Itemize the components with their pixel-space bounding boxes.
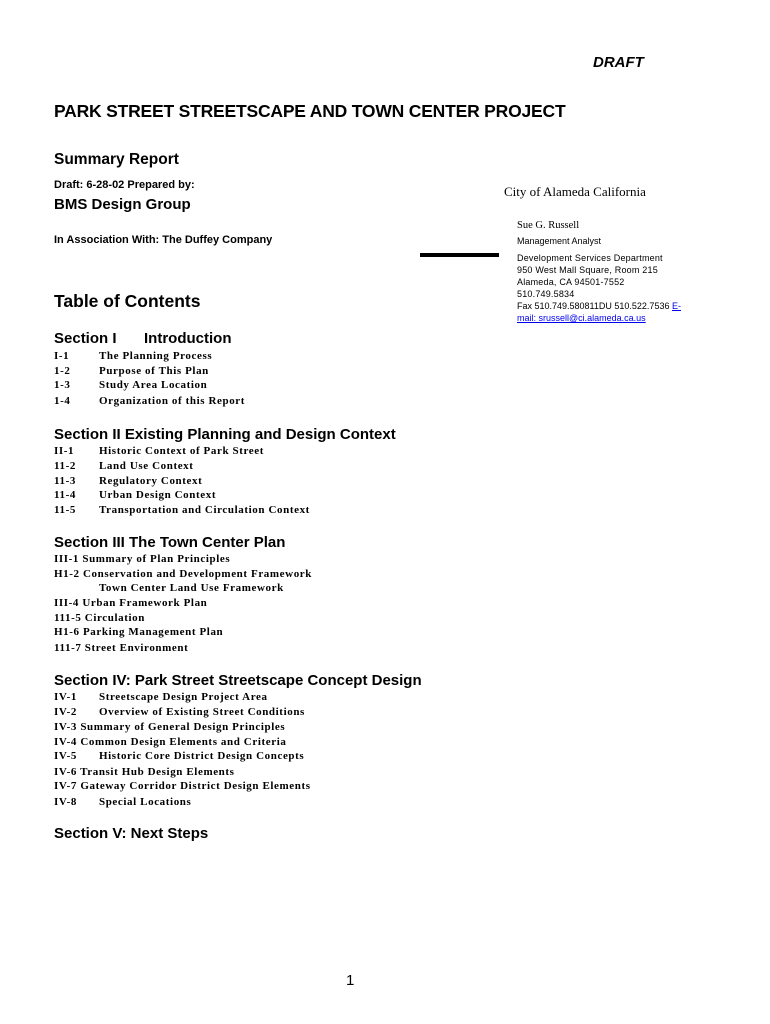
draft-label: DRAFT xyxy=(593,54,644,71)
toc-entry: III-1 Summary of Plan Principles xyxy=(54,553,231,565)
contact-address: 950 West Mall Square, Room 215 xyxy=(517,265,658,275)
toc-entry: H1-2 Conservation and Development Framework xyxy=(54,568,312,580)
toc-entry-num: IV-8 xyxy=(54,796,77,808)
document-title: PARK STREET STREETSCAPE AND TOWN CENTER PROJECT xyxy=(54,101,566,121)
section-5-heading: Section V: Next Steps xyxy=(54,825,209,842)
section-1-label: Section I xyxy=(54,330,117,347)
toc-entry xyxy=(54,460,194,472)
contact-phone: 510.749.5834 xyxy=(517,289,575,299)
toc-entry-num: IV-1 xyxy=(54,691,77,703)
toc-entry: 111-7 Street Environment xyxy=(54,642,189,654)
toc-entry xyxy=(54,379,207,391)
toc-entry-num: 1-3 xyxy=(54,379,71,391)
toc-entry xyxy=(54,706,305,718)
toc-entry xyxy=(54,445,264,457)
toc-entry-num: 1-2 xyxy=(54,365,71,377)
toc-entry xyxy=(54,395,245,407)
toc-entry xyxy=(54,350,212,362)
toc-entry-num: I-1 xyxy=(54,350,70,362)
draft-date: Draft: 6-28-02 Prepared by: xyxy=(54,179,195,191)
contact-role: Management Analyst xyxy=(517,236,602,246)
toc-entry xyxy=(54,489,216,501)
toc-entry-num: II-1 xyxy=(54,445,75,457)
toc-entry-title: Study Area Location xyxy=(99,379,208,391)
divider-bar xyxy=(420,253,499,257)
section-2-heading: Section II Existing Planning and Design Context xyxy=(54,426,396,443)
toc-entry-title: Organization of this Report xyxy=(99,395,246,407)
toc-entry-title: Streetscape Design Project Area xyxy=(99,691,268,703)
section-4-heading: Section IV: Park Street Streetscape Concept Design xyxy=(54,672,422,689)
email-link[interactable]: E-mail: srussell@ci.alameda.ca.us xyxy=(517,301,681,323)
contact-name: Sue G. Russell xyxy=(517,220,580,231)
toc-entry-num: 1-4 xyxy=(54,395,71,407)
toc-heading: Table of Contents xyxy=(54,291,201,311)
toc-entry-num: IV-5 xyxy=(54,750,77,762)
toc-entry xyxy=(54,721,285,733)
contact-fax-block xyxy=(517,300,687,324)
toc-entry-num: 11-2 xyxy=(54,460,76,472)
toc-entry: H1-6 Parking Management Plan xyxy=(54,626,224,638)
toc-entry-title: Overview of Existing Street Conditions xyxy=(99,706,305,718)
toc-entry-num: IV-2 xyxy=(54,706,77,718)
toc-entry-num: 11-3 xyxy=(54,475,76,487)
page-number: 1 xyxy=(346,972,355,989)
toc-entry-title: IV-3 Summary of General Design Principles xyxy=(54,721,286,733)
toc-entry: III-4 Urban Framework Plan xyxy=(54,597,208,609)
toc-entry-num: 11-4 xyxy=(54,489,76,501)
toc-entry-title: Transportation and Circulation Context xyxy=(99,504,310,516)
contact-city-state: Alameda, CA 94501-7552 xyxy=(517,277,625,287)
toc-entry-title: Special Locations xyxy=(99,796,192,808)
toc-entry xyxy=(54,750,304,762)
toc-entry-title: The Planning Process xyxy=(99,350,213,362)
toc-entry-indented: Town Center Land Use Framework xyxy=(99,582,284,594)
contact-department: Development Services Department xyxy=(517,253,663,263)
toc-entry-title: Historic Core District Design Concepts xyxy=(99,750,305,762)
report-subtitle: Summary Report xyxy=(54,151,179,168)
toc-entry-title: Regulatory Context xyxy=(99,475,203,487)
toc-entry xyxy=(54,504,310,516)
toc-entry xyxy=(54,365,209,377)
toc-entry xyxy=(54,780,311,792)
toc-entry-title: IV-6 Transit Hub Design Elements xyxy=(54,766,235,778)
toc-entry-title: Urban Design Context xyxy=(99,489,217,501)
section-1-heading xyxy=(54,330,231,347)
section-3-heading: Section III The Town Center Plan xyxy=(54,534,286,551)
toc-entry xyxy=(54,736,286,748)
prepared-by: BMS Design Group xyxy=(54,196,191,213)
section-1-title: Introduction xyxy=(144,330,232,347)
toc-entry-title: Purpose of This Plan xyxy=(99,365,209,377)
contact-fax: Fax 510.749.580811DU 510.522.7536 xyxy=(517,301,670,311)
toc-entry-title: Historic Context of Park Street xyxy=(99,445,265,457)
toc-entry-title: IV-4 Common Design Elements and Criteria xyxy=(54,736,287,748)
toc-entry-num: 11-5 xyxy=(54,504,76,516)
toc-entry: 111-5 Circulation xyxy=(54,612,145,624)
toc-entry xyxy=(54,475,202,487)
toc-entry xyxy=(54,766,235,778)
toc-entry-title: Land Use Context xyxy=(99,460,194,472)
toc-entry xyxy=(54,691,268,703)
association: In Association With: The Duffey Company xyxy=(54,234,273,246)
toc-entry-title: IV-7 Gateway Corridor District Design Elements xyxy=(54,780,311,792)
contact-city: City of Alameda California xyxy=(504,184,646,199)
toc-entry xyxy=(54,796,191,808)
